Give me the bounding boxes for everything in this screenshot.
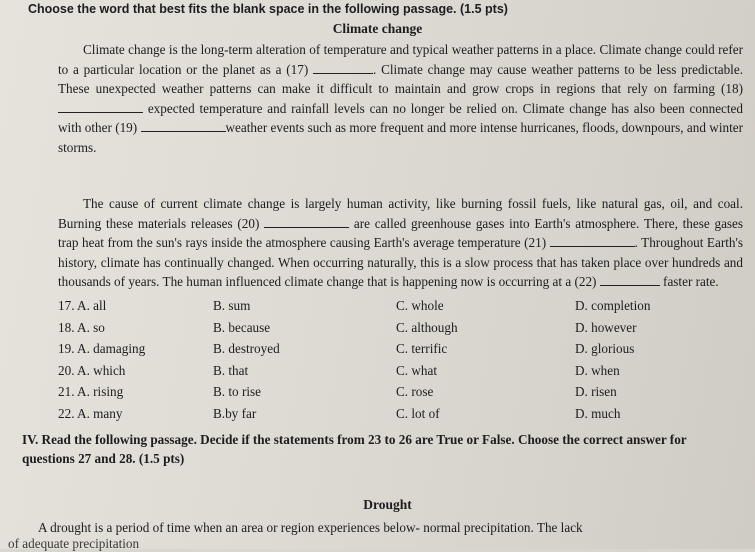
option-17-b[interactable]: B. sum bbox=[213, 298, 251, 313]
options-row-21 bbox=[58, 384, 748, 406]
passage-title: Climate change bbox=[332, 21, 423, 36]
option-18-b[interactable]: B. because bbox=[213, 319, 271, 335]
p2-text-2: are called greenhouse gases into Earth's atmosphere. There, these gases trap heat from the sun's rays inside the atmosphere causing Earth's average temperature (21) bbox=[58, 215, 744, 251]
options-table bbox=[58, 298, 748, 427]
section-4-instruction: IV. Read the following passage. Decide if the statements from 23 to 26 are True or False. Choose the correct answer for questions 27 and 28. (1.5 pts) bbox=[22, 432, 687, 466]
option-20-d[interactable]: D. when bbox=[575, 362, 620, 378]
option-22-c[interactable]: C. lot of bbox=[396, 405, 440, 421]
options-row-19 bbox=[58, 341, 748, 363]
option-20-c[interactable]: C. what bbox=[396, 362, 438, 378]
option-18-a[interactable]: 18. A. so bbox=[58, 319, 105, 335]
option-19-d[interactable]: D. glorious bbox=[575, 341, 635, 356]
option-20-b[interactable]: B. that bbox=[213, 362, 249, 378]
blank-18[interactable] bbox=[58, 101, 143, 113]
exercise-instruction: Choose the word that best fits the blank space in the following passage. (1.5 pts) bbox=[28, 2, 508, 16]
option-17-a[interactable]: 17. A. all bbox=[58, 298, 107, 313]
option-18-c[interactable]: C. although bbox=[396, 319, 458, 335]
option-22-d[interactable]: D. much bbox=[575, 405, 621, 421]
options-row-17 bbox=[58, 298, 748, 320]
option-17-c[interactable]: C. whole bbox=[396, 298, 444, 313]
blank-20[interactable] bbox=[264, 216, 349, 228]
p1-text-1: Climate change is the long-term alteration of temperature and typical weather patterns in a place. Climate change could refer to a particular location or the planet as a (17) bbox=[58, 42, 743, 77]
options-row-18 bbox=[58, 320, 748, 342]
option-19-b[interactable]: B. destroyed bbox=[213, 341, 280, 356]
option-17-d[interactable]: D. completion bbox=[575, 298, 651, 313]
blank-17[interactable] bbox=[313, 62, 373, 74]
blank-21[interactable] bbox=[550, 235, 635, 247]
option-21-c[interactable]: C. rose bbox=[396, 384, 434, 399]
option-22-b[interactable]: B.by far bbox=[213, 405, 257, 421]
option-20-a[interactable]: 20. A. which bbox=[58, 362, 126, 378]
drought-paragraph-line-1: A drought is a period of time when an area or region experiences below- normal precipitation. The lack bbox=[38, 520, 583, 535]
option-21-b[interactable]: B. to rise bbox=[213, 384, 261, 399]
paragraph-2 bbox=[58, 194, 743, 292]
option-22-a[interactable]: 22. A. many bbox=[58, 405, 123, 421]
p2-text-4: faster rate. bbox=[663, 274, 719, 290]
paragraph-1 bbox=[58, 40, 743, 158]
option-21-a[interactable]: 21. A. rising bbox=[58, 384, 124, 399]
blank-19[interactable] bbox=[141, 120, 226, 132]
options-row-20 bbox=[58, 363, 748, 385]
p1-text-2: . Climate change may cause weather patterns to be less predictable. These unexpected weather patterns can make it difficult to maintain and grow crops in regions that rely on farming (18) bbox=[58, 61, 743, 97]
option-18-d[interactable]: D. however bbox=[575, 319, 637, 335]
p2-text-3: . Throughout Earth's history, climate has continually changed. When occurring naturally, this is a slow process that has taken place over hundreds and thousands of years. The human influenced climate change that is happening now is occurring at a (22) bbox=[58, 235, 743, 290]
options-row-22 bbox=[58, 406, 748, 428]
blank-22[interactable] bbox=[600, 274, 660, 286]
drought-paragraph-line-2: of adequate precipitation bbox=[8, 536, 140, 551]
option-19-a[interactable]: 19. A. damaging bbox=[58, 341, 146, 356]
p2-text-1: The cause of current climate change is largely human activity, like burning fossil fuels, like natural gas, oil, and coal. Burning these materials releases (20) bbox=[58, 196, 743, 231]
p1-text-3: expected temperature and rainfall levels can no longer be relied on. Climate change has also been connected with other (19) bbox=[58, 100, 744, 136]
option-21-d[interactable]: D. risen bbox=[575, 384, 617, 399]
p1-text-4: weather events such as more frequent and more intense hurricanes, floods, downpours, and winter storms. bbox=[58, 120, 743, 155]
drought-title: Drought bbox=[363, 497, 412, 512]
option-19-c[interactable]: C. terrific bbox=[396, 341, 448, 356]
